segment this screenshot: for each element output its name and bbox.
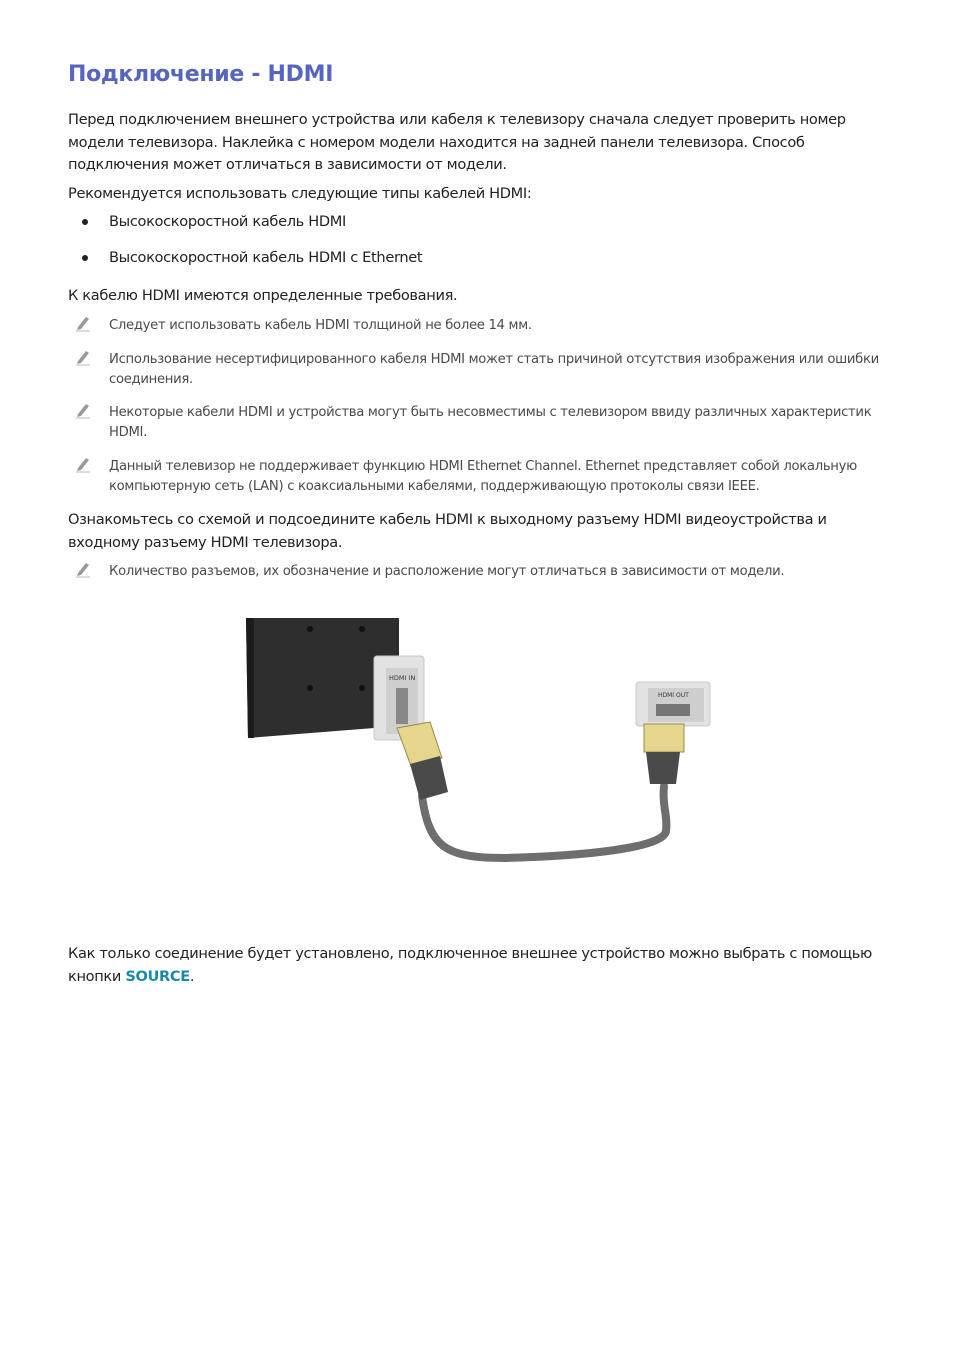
pencil-icon xyxy=(74,401,92,419)
note xyxy=(74,316,886,336)
bullet-dot-icon xyxy=(82,219,88,225)
intro-paragraph: Перед подключением внешнего устройства или кабеля к телевизору сначала следует проверить номер модели телевизора. Наклейка с номером модели находится на задней панели телевизора. Способ подключения может отличаться в зависимости от модели. xyxy=(68,111,846,174)
note xyxy=(74,457,886,497)
instruction-paragraph: Ознакомьтесь со схемой и подсоедините кабель HDMI к выходному разъему HDMI видеоустройства и входному разъему HDMI телевизора. xyxy=(68,511,827,551)
hdmi-plug-out xyxy=(644,724,684,784)
note-text: Данный телевизор не поддерживает функцию HDMI Ethernet Channel. Ethernet представляет собой локальную компьютерную сеть (LAN) с коаксиальными кабелями, поддерживающую протоколы связи IEEE. xyxy=(109,459,857,494)
note xyxy=(74,350,886,390)
recommend-paragraph: Рекомендуется использовать следующие типы кабелей HDMI: xyxy=(68,185,532,202)
hdmi-out-label: HDMI OUT xyxy=(658,692,689,699)
bullet-text: Высокоскоростной кабель HDMI с Ethernet xyxy=(109,249,423,266)
hdmi-in-label: HDMI IN xyxy=(389,674,416,682)
bullet-item xyxy=(82,213,346,230)
hdmi-connection-diagram xyxy=(244,616,714,868)
final-text: Как только соединение будет установлено, подключенное внешнее устройство можно выбрать с помощью кнопки xyxy=(68,945,872,985)
hdmi-out-port xyxy=(636,682,710,726)
final-end: . xyxy=(189,967,195,985)
pencil-icon xyxy=(74,314,92,332)
note-text: Количество разъемов, их обозначение и расположение могут отличаться в зависимости от модели. xyxy=(109,564,785,579)
final-paragraph xyxy=(68,943,898,988)
hdmi-plug-in xyxy=(397,722,448,800)
note-text: Использование несертифицированного кабеля HDMI может стать причиной отсутствия изображения или ошибки соединения. xyxy=(109,352,879,387)
note-text: Некоторые кабели HDMI и устройства могут быть несовместимы с телевизором ввиду различных характеристик HDMI. xyxy=(109,405,872,440)
pencil-icon xyxy=(74,560,92,578)
requirements-paragraph: К кабелю HDMI имеются определенные требования. xyxy=(68,287,458,304)
bullet-item xyxy=(82,249,422,266)
pencil-icon xyxy=(74,455,92,473)
pencil-icon xyxy=(74,348,92,366)
note-text: Следует использовать кабель HDMI толщиной не более 14 мм. xyxy=(109,318,532,333)
note xyxy=(74,562,886,582)
bullet-text: Высокоскоростной кабель HDMI xyxy=(109,213,346,230)
source-button-label: SOURCE xyxy=(125,967,190,985)
bullet-dot-icon xyxy=(82,255,88,261)
note xyxy=(74,403,886,443)
page-title: Подключение - HDMI xyxy=(68,62,334,87)
